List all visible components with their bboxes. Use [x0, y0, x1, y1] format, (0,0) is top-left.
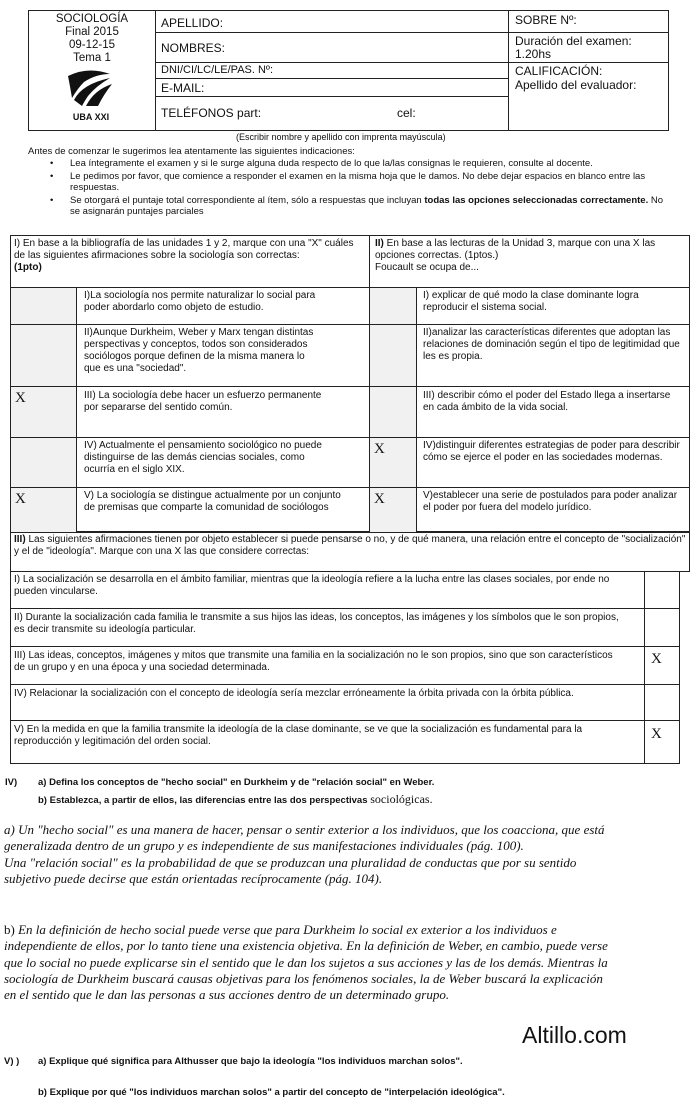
table-row-line: [10, 646, 680, 647]
exam-info: [30, 13, 154, 65]
q1-option: IV) Actualmente el pensamiento sociológico no puede distinguirse de las demás ciencias sociales, como ocurría en el siglo XIX.: [84, 440, 322, 475]
uba-logo-icon: [66, 68, 114, 108]
answer-a-p1: a) Un "hecho social" es una manera de hacer, pensar o sentir exterior a los individuos, que los coacciona, que está generalizada dentro de un grupo y es independiente de sus manifestaciones individuales (pág. 100).: [4, 822, 605, 854]
answer-b-label: b): [4, 922, 15, 937]
q4-part-b: [38, 792, 433, 807]
table-row-line: [10, 437, 690, 438]
header-divider: [508, 10, 509, 131]
sobre-field[interactable]: SOBRE Nº:: [515, 13, 577, 27]
q2-mark: X: [374, 441, 385, 457]
calificacion-field[interactable]: CALIFICACIÓN:: [515, 64, 603, 78]
watermark: Altillo.com: [522, 1022, 627, 1048]
q1-answer-cell[interactable]: [11, 288, 76, 324]
q2-option: II)analizar las características diferentes que adoptan las relaciones de dominación según el tipo de legitimidad que les es propia.: [423, 327, 680, 362]
q2-option: I) explicar de qué modo la clase dominante logra reproducir el sistema social.: [423, 290, 639, 313]
exam-type: Final 2015: [65, 25, 119, 38]
q4-part-b-tail: sociológicas.: [370, 792, 433, 806]
answer-a-p2: Una "relación social" es la probabilidad de que se produzcan una pluralidad de conductas que por su sentido subjetivo puede decirse que están orientadas recíprocamente (pág. 104).: [4, 854, 577, 886]
instructions-list: [30, 158, 670, 219]
evaluador-field[interactable]: Apellido del evaluador:: [515, 78, 637, 92]
exam-date: 09-12-15: [68, 38, 116, 51]
table-row-line: [10, 386, 690, 387]
q3-heading: [14, 534, 688, 558]
table-row-line: [10, 324, 690, 325]
q3-answer-cell[interactable]: [645, 609, 679, 646]
instruction-item: • Le pedimos por favor, que comience a responder el examen en la misma hoja que le damos. No debe dejar espacios en blanco entre las respuestas.: [30, 171, 670, 194]
q1-points: (1pto): [14, 262, 42, 273]
q4-num: IV): [5, 777, 18, 788]
header-divider: [155, 10, 156, 131]
q5-part-a: a) Explique qué significa para Althusser que bajo la ideología "los individuos marchan solos".: [38, 1056, 463, 1067]
q2-answer-cell[interactable]: [370, 288, 416, 324]
header-divider: [155, 78, 508, 79]
q3-mark: X: [651, 651, 662, 667]
header-divider: [155, 32, 669, 33]
name-note: (Escribir nombre y apellido con imprenta mayúscula): [236, 132, 446, 142]
table-row-line: [10, 608, 680, 609]
answer-b: [4, 922, 616, 1003]
q1-mark: X: [15, 491, 26, 507]
header-divider: [508, 62, 669, 63]
q1-option: III) La sociología debe hacer un esfuerzo permanente por separarse del sentido común.: [84, 390, 322, 413]
telefonos-field[interactable]: TELÉFONOS part:: [161, 106, 262, 120]
answer-b-text: En la definición de hecho social puede verse que para Durkheim lo social ex exterior a los individuos e independiente de ellos, por lo tanto tiene una existencia objetiva. En la definición de Weber, en cambio, puede verse que lo social no puede explicarse sin el sentido que le dan los sujetos a sus acciones y las de los demás. Mientras la sociología de Durkheim buscará causas objetivas para los fenómenos sociales, la de Weber buscará la explicación en el sentido que le dan las personas a sus acciones dentro de un determinado grupo.: [4, 922, 608, 1002]
q3-option: IV) Relacionar la socialización con el concepto de ideología sería mezclar erróneamente la órbita privada con la órbita pública.: [14, 688, 574, 699]
q3-option: II) Durante la socialización cada familia le transmite a sus hijos las ideas, los conceptos, las imágenes y los símbolos que le son propios, es decir transmite su ideología particular.: [14, 612, 619, 635]
q1-text: I) En base a la bibliografía de las unidades 1 y 2, marque con una "X" cuáles de las siguientes afirmaciones sobre la sociología son correctas:: [14, 238, 354, 261]
q2-answer-cell[interactable]: [370, 387, 416, 437]
instruction-bold: todas las opciones seleccionadas correctamente.: [424, 194, 649, 206]
table-row-line: [10, 287, 690, 288]
instruction-item: • Lea íntegramente el examen y si le surge alguna duda respecto de lo que la/las consignas le requieren, consulte al docente.: [30, 158, 670, 170]
q3-answer-cell[interactable]: [645, 572, 679, 608]
table-row-line: [10, 487, 690, 488]
nombres-field[interactable]: NOMBRES:: [161, 41, 226, 55]
header-divider: [155, 62, 508, 63]
q1-mark: X: [15, 390, 26, 406]
q4-part-a: a) Defina los conceptos de "hecho social" en Durkheim y de "relación social" en Weber.: [38, 777, 435, 788]
exam-topic: Tema 1: [73, 51, 111, 64]
instruction-text: Se otorgará el puntaje total correspondiente al ítem, sólo a respuestas que incluyan: [70, 194, 422, 206]
q1-answer-cell[interactable]: [11, 438, 76, 487]
instruction-item: [30, 195, 670, 218]
instructions-intro: Antes de comenzar le sugerimos lea atentamente las siguientes indicaciones:: [28, 146, 355, 157]
q1-answer-cell[interactable]: [11, 325, 76, 386]
q1-option: I)La sociología nos permite naturalizar lo social para poder abordarlo como objeto de estudio.: [84, 290, 316, 313]
q1-option: V) La sociología se distingue actualmente por un conjunto de premisas que comparte la comunidad de sociólogos: [84, 490, 341, 513]
cel-field[interactable]: cel:: [397, 106, 416, 120]
logo-text: UBA XXI: [72, 112, 110, 122]
q2-heading: [375, 238, 687, 274]
q2-answer-cell[interactable]: [370, 325, 416, 386]
q3-text: Las siguientes afirmaciones tienen por objeto establecer si puede pensarse o no, y de qué manera, una relación entre el concepto de "socialización" y el de "ideología". Marque con una X las que considere correctas:: [14, 534, 686, 557]
subject: SOCIOLOGÍA: [55, 13, 129, 25]
duracion-label: Duración del examen: 1.20hs: [515, 34, 632, 62]
dni-field[interactable]: DNI/CI/LC/LE/PAS. Nº:: [161, 64, 274, 76]
q2-sub: Foucault se ocupa de...: [375, 262, 479, 273]
header-divider: [155, 96, 508, 97]
q3-option: III) Las ideas, conceptos, imágenes y mitos que transmite una familia en la socialización no le son propios, sino que son característicos de un grupo y en una época y una sociedad determinada.: [14, 650, 613, 673]
q5-num: V) ): [4, 1056, 20, 1067]
apellido-field[interactable]: APELLIDO:: [161, 16, 224, 30]
table-row-line: [10, 684, 680, 685]
q3-option: V) En la medida en que la familia transmite la ideología de la clase dominante, se ve que la socialización es fundamental para la reproducción y legitimación del orden social.: [14, 724, 583, 747]
q1-option: II)Aunque Durkheim, Weber y Marx tengan distintas perspectivas y conceptos, todos son considerados sociólogos porque definen de la misma manera lo que es una "sociedad".: [84, 327, 314, 374]
q4-part-b-text: b) Establezca, a partir de ellos, las diferencias entre las dos perspectivas: [38, 795, 368, 806]
q2-text: En base a las lecturas de la Unidad 3, marque con una X las opciones correctas. (1ptos.): [375, 238, 656, 261]
email-field[interactable]: E-MAIL:: [161, 81, 205, 95]
q2-option: IV)distinguir diferentes estrategias de poder para describir cómo se ejerce el poder en las sociedades modernas.: [423, 440, 680, 463]
q5-part-b: b) Explique por qué "los individuos marchan solos" a partir del concepto de "interpelación ideológica".: [38, 1087, 505, 1098]
q3-mark: X: [651, 726, 662, 742]
instruction-tail: No se asignarán puntajes parciales: [70, 194, 664, 218]
q3-option: I) La socialización se desarrolla en el ámbito familiar, mientras que la ideología refiere a la lucha entre las clases sociales, por ende no pueden vincularse.: [14, 574, 610, 597]
table-row-line: [10, 720, 680, 721]
q2-mark: X: [374, 491, 385, 507]
q2-num: II): [375, 238, 384, 249]
q2-option: III) describir cómo el poder del Estado llega a insertarse en cada ámbito de la vida social.: [423, 390, 671, 413]
q2-option: V)establecer una serie de postulados para poder analizar el poder por fuera del modelo jurídico.: [423, 490, 678, 513]
q1-heading: [14, 238, 366, 274]
q3-num: III): [14, 534, 26, 545]
answer-a: [4, 822, 614, 887]
q3-answer-cell[interactable]: [645, 685, 679, 720]
